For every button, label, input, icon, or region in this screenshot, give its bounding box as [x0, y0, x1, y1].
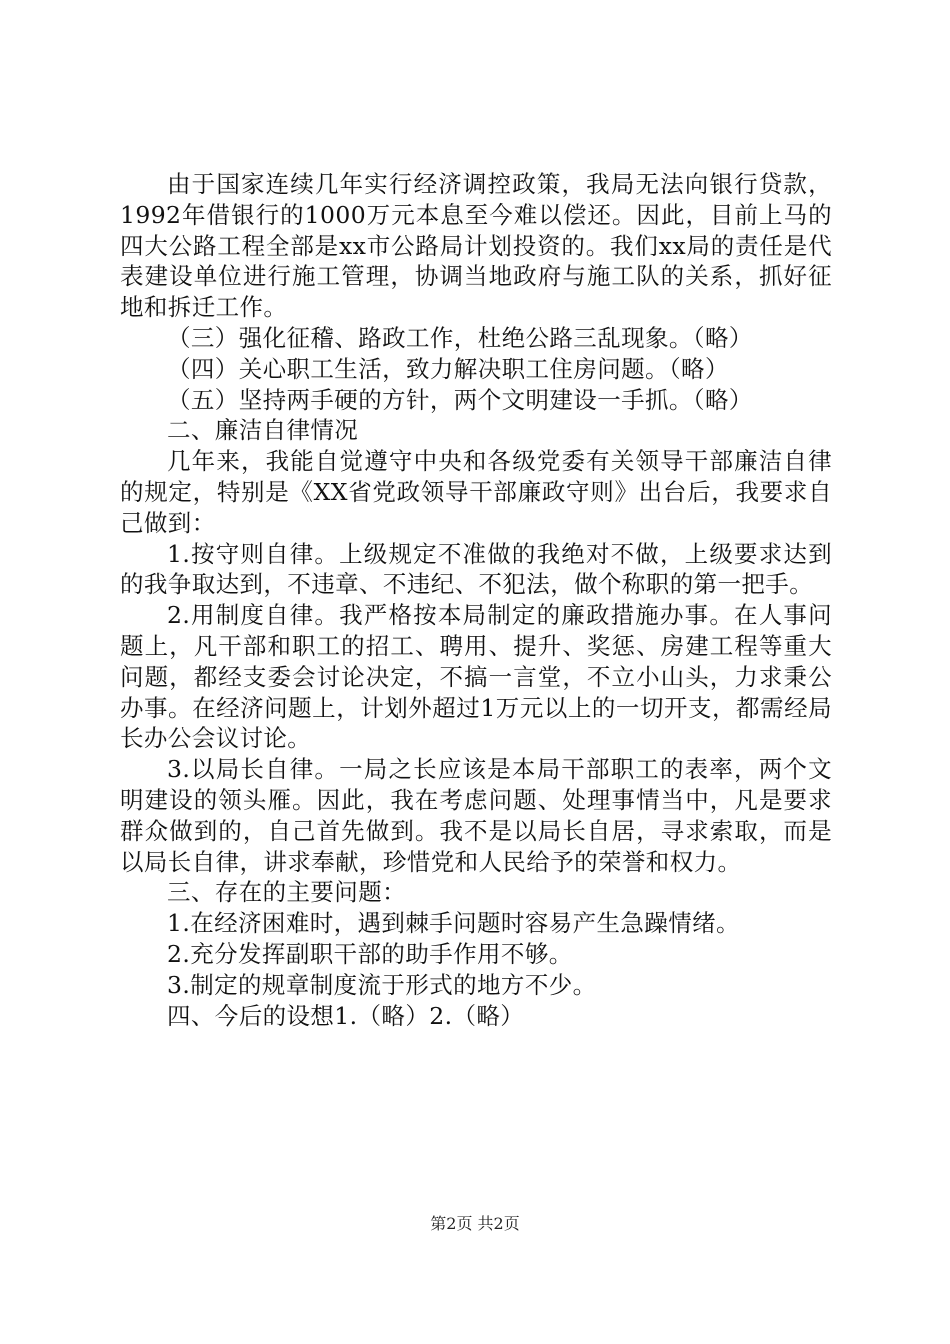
paragraph-problem-2: 2.充分发挥副职干部的助手作用不够。	[167, 939, 573, 968]
section-heading-2: 二、廉洁自律情况	[167, 416, 359, 445]
paragraph-rule-2: 2.用制度自律。我严格按本局制定的廉政措施办事。在人事问题上，凡干部和职工的招工、聘用、提升、奖惩、房建工程等重大问题，都经支委会讨论决定，不搞一言堂，不立小山头，力求秉公办事。在经济问题上，计划外超过1万元以上的一切开支，都需经局长办公会议讨论。	[120, 601, 832, 753]
paragraph-problem-1: 1.在经济困难时，遇到棘手问题时容易产生急躁情绪。	[167, 909, 740, 938]
paragraph-rule-3: 3.以局长自律。一局之长应该是本局干部职工的表率，两个文明建设的领头雁。因此，我在考虑问题、处理事情当中，凡是要求群众做到的，自己首先做到。我不是以局长自居，寻求索取，而是以局长自律，讲求奉献，珍惜党和人民给予的荣誉和权力。	[120, 755, 832, 876]
page-footer	[0, 1214, 950, 1234]
paragraph-item-3: （三）强化征稽、路政工作，杜绝公路三乱现象。（略）	[167, 323, 753, 352]
paragraph-item-5: （五）坚持两手硬的方针，两个文明建设一手抓。（略）	[167, 385, 753, 414]
page-number-label: 第2页 共2页	[430, 1214, 520, 1233]
section-heading-4: 四、今后的设想1.（略）2.（略）	[167, 1001, 525, 1030]
paragraph-self-discipline: 几年来，我能自觉遵守中央和各级党委有关领导干部廉洁自律的规定，特别是《XX省党政领导干部廉政守则》出台后，我要求自己做到：	[120, 447, 832, 537]
section-heading-3: 三、存在的主要问题：	[167, 878, 406, 907]
document-body	[120, 169, 832, 1031]
paragraph-rule-1: 1.按守则自律。上级规定不准做的我绝对不做，上级要求达到的我争取达到，不违章、不违纪、不犯法，做个称职的第一把手。	[120, 539, 832, 599]
paragraph-problem-3: 3.制定的规章制度流于形式的地方不少。	[167, 970, 597, 999]
paragraph-item-4: （四）关心职工生活，致力解决职工住房问题。（略）	[167, 354, 729, 383]
paragraph-intro: 由于国家连续几年实行经济调控政策，我局无法向银行贷款，1992年借银行的1000万元本息至今难以偿还。因此，目前上马的四大公路工程全部是xx市公路局计划投资的。我们xx局的责任是代表建设单位进行施工管理，协调当地政府与施工队的关系，抓好征地和拆迁工作。	[120, 170, 832, 322]
